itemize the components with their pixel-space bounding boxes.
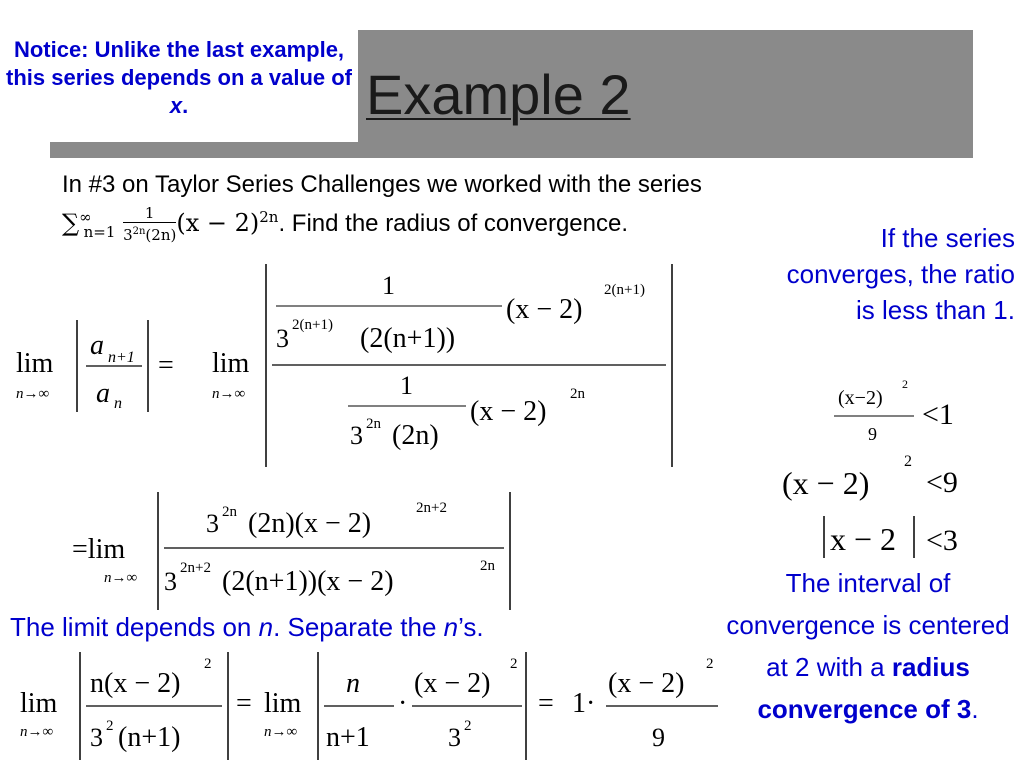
notice-variable: x xyxy=(169,93,183,118)
svg-text:(x − 2): (x − 2) xyxy=(506,294,583,325)
svg-text:(x−2): (x−2) xyxy=(838,387,883,409)
svg-text:=lim: =lim xyxy=(72,534,126,565)
sep-n1: n xyxy=(258,612,274,642)
svg-text:(x − 2): (x − 2) xyxy=(470,396,547,427)
svg-text:2n: 2n xyxy=(480,558,495,574)
svg-text:<3: <3 xyxy=(926,524,958,557)
svg-text:n: n xyxy=(346,668,360,699)
svg-text:n→∞: n→∞ xyxy=(20,724,54,740)
sep-n2: n xyxy=(443,612,459,642)
svg-text:3: 3 xyxy=(276,324,289,353)
svg-text:n(x − 2): n(x − 2) xyxy=(90,668,181,699)
svg-text:1: 1 xyxy=(400,371,413,400)
svg-text:2: 2 xyxy=(204,656,212,672)
svg-text:2: 2 xyxy=(706,656,714,672)
svg-text:(x − 2): (x − 2) xyxy=(608,668,685,699)
svg-text:(2n)(x − 2): (2n)(x − 2) xyxy=(248,508,372,539)
interval-bold: radius convergence of 3 xyxy=(757,652,972,724)
simplified-limit xyxy=(70,490,520,615)
ratio-test-setup xyxy=(10,262,690,472)
notice-text: Notice: Unlike the last example, this series depends on a value of xyxy=(6,37,352,90)
svg-text:(2(n+1))(x − 2): (2(n+1))(x − 2) xyxy=(222,566,394,597)
svg-text:·: · xyxy=(398,688,408,719)
svg-text:lim: lim xyxy=(212,348,250,379)
svg-text:(2(n+1)): (2(n+1)) xyxy=(360,323,456,354)
svg-text:n→∞: n→∞ xyxy=(104,570,138,586)
intro-suffix: . Find the radius of convergence. xyxy=(278,210,629,237)
svg-text:=: = xyxy=(236,688,252,719)
svg-text:9: 9 xyxy=(868,424,877,444)
intro-line-2 xyxy=(62,202,628,247)
interval-a: The interval of convergence is centered at 2 with a xyxy=(726,568,1010,682)
svg-text:3: 3 xyxy=(448,723,461,752)
series-formula: $\sum^\infty_{n=1}$ $\frac{1}{3^{2n}(2n)}$ $(x - 2)^{2n}$ xyxy=(62,204,279,244)
svg-text:1: 1 xyxy=(382,271,395,300)
svg-text:a: a xyxy=(90,330,104,361)
svg-text:(x − 2): (x − 2) xyxy=(414,668,491,699)
interval-note xyxy=(722,562,1014,730)
svg-text:1·: 1· xyxy=(572,688,596,719)
svg-text:9: 9 xyxy=(652,723,665,752)
svg-text:3: 3 xyxy=(90,723,103,752)
svg-text:(2n): (2n) xyxy=(392,420,439,451)
svg-text:(x − 2): (x − 2) xyxy=(782,465,870,501)
sep-c: ’s. xyxy=(458,612,484,642)
notice-end: . xyxy=(182,93,189,118)
svg-text:2: 2 xyxy=(510,656,518,672)
svg-text:n+1: n+1 xyxy=(326,722,370,753)
svg-text:2n: 2n xyxy=(366,416,381,432)
svg-text:<9: <9 xyxy=(926,466,958,499)
svg-text:n→∞: n→∞ xyxy=(212,386,246,402)
svg-text:2: 2 xyxy=(464,718,472,734)
svg-text:x − 2: x − 2 xyxy=(830,521,897,557)
svg-text:lim: lim xyxy=(20,688,58,719)
svg-text:2n+2: 2n+2 xyxy=(180,560,211,576)
svg-text:2: 2 xyxy=(904,453,912,470)
svg-text:a: a xyxy=(96,378,110,409)
svg-text:n→∞: n→∞ xyxy=(16,386,50,402)
svg-text:n: n xyxy=(114,395,122,412)
separate-n-note xyxy=(10,612,484,643)
svg-text:(n+1): (n+1) xyxy=(118,722,181,753)
sep-b: . Separate the xyxy=(273,612,444,642)
svg-text:2: 2 xyxy=(902,377,908,391)
svg-text:2n: 2n xyxy=(222,504,237,520)
slide-title: Example 2 xyxy=(366,63,631,126)
svg-text:2n: 2n xyxy=(570,386,585,402)
svg-text:2n+2: 2n+2 xyxy=(416,500,447,516)
intro-line-1: In #3 on Taylor Series Challenges we worked with the series xyxy=(62,171,702,198)
convergence-inequalities xyxy=(780,372,1014,572)
svg-text:n→∞: n→∞ xyxy=(264,724,298,740)
separated-limit xyxy=(10,648,730,763)
svg-text:3: 3 xyxy=(206,509,219,538)
svg-text:=: = xyxy=(538,688,554,719)
svg-text:2(n+1): 2(n+1) xyxy=(604,282,645,298)
svg-text:lim: lim xyxy=(264,688,302,719)
notice-box xyxy=(0,30,358,142)
ratio-note: If the series converges, the ratio is less than 1. xyxy=(786,223,1015,325)
svg-text:n+1: n+1 xyxy=(108,349,135,366)
svg-text:=: = xyxy=(158,350,174,381)
interval-end: . xyxy=(971,694,979,724)
svg-text:2: 2 xyxy=(106,718,114,734)
svg-text:3: 3 xyxy=(350,421,363,450)
svg-text:<1: <1 xyxy=(922,398,954,431)
svg-text:lim: lim xyxy=(16,348,54,379)
sep-a: The limit depends on xyxy=(10,612,259,642)
svg-text:2(n+1): 2(n+1) xyxy=(292,317,333,333)
svg-text:3: 3 xyxy=(164,567,177,596)
